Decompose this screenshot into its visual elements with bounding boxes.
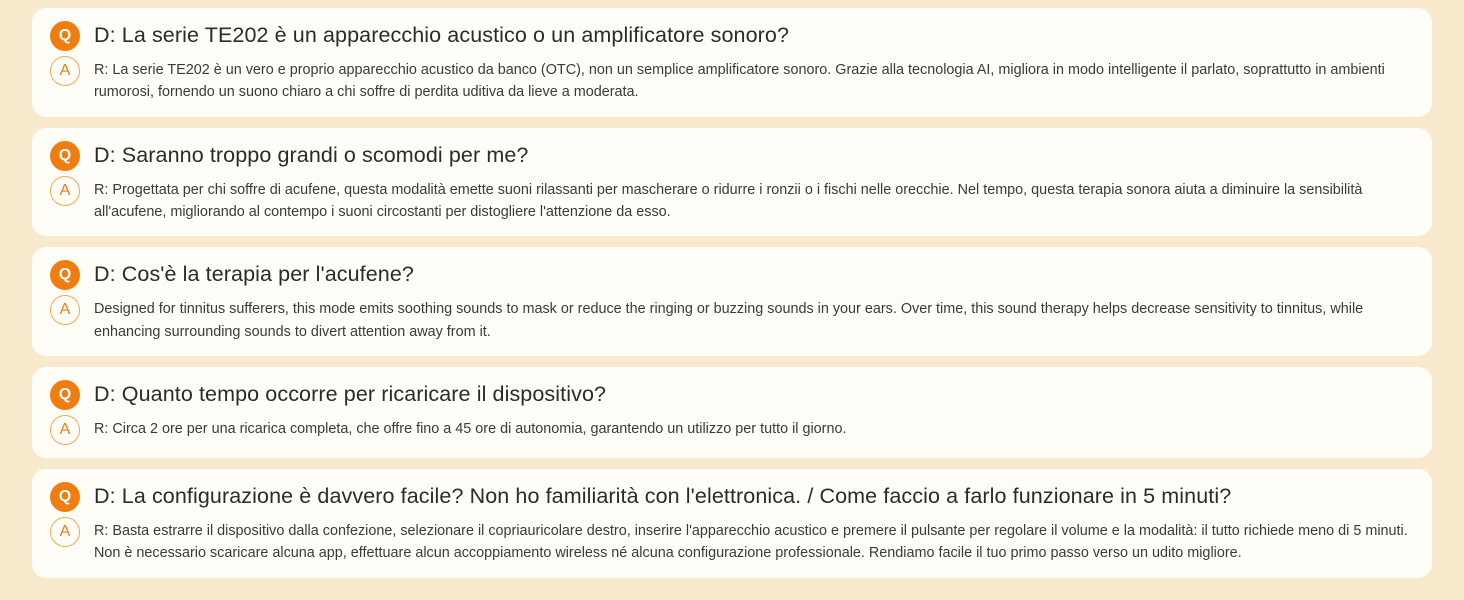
faq-answer-row [50,293,1414,343]
faq-item[interactable] [32,469,1432,578]
faq-question-text: D: La serie TE202 è un apparecchio acustico o un amplificatore sonoro? [94,23,790,47]
answer-badge-icon: A [50,176,80,206]
faq-question-row [50,19,1414,51]
faq-answer-row [50,174,1414,224]
faq-answer-text: Designed for tinnitus sufferers, this mode emits soothing sounds to mask or reduce the ringing or buzzing sounds in your ears. Over time, this sound therapy helps decrease sensitivity to tinnitus, while enhancing surrounding sounds to divert attention away from it. [94,301,1364,340]
faq-question-row [50,258,1414,290]
faq-question-text: D: Cos'è la terapia per l'acufene? [94,262,414,287]
answer-badge-icon: A [50,56,80,86]
faq-item[interactable] [32,8,1432,117]
faq-answer-text: R: Basta estrarre il dispositivo dalla confezione, selezionare il copriauricolare destro, inserire l'apparecchio acustico e premere il pulsante per regolare il volume e la modalità: il tutto richiede meno di 5 minuti. Non è necessario scaricare alcuna app, effettuare alcun accoppiamento wireless né alcuna configurazione professionale. Rendiamo facile il tuo primo passo verso un udito migliore. [94,522,1408,562]
faq-question-text: D: Saranno troppo grandi o scomodi per me? [94,142,529,167]
answer-badge-icon: A [50,415,80,445]
question-badge-icon: Q [50,141,80,171]
faq-item[interactable] [32,128,1432,237]
faq-question-row [50,480,1414,512]
faq-answer-row [50,54,1414,104]
faq-answer-row [50,515,1414,565]
question-badge-icon: Q [50,260,80,290]
faq-question-text: D: La configurazione è davvero facile? Non ho familiarità con l'elettronica. / Come faccio a farlo funzionare in 5 minuti? [94,483,1232,508]
faq-question-row [50,378,1414,410]
faq-item[interactable] [32,367,1432,458]
faq-question-text: D: Quanto tempo occorre per ricaricare il dispositivo? [94,381,607,406]
faq-question-row [50,139,1414,171]
faq-answer-text: R: Progettata per chi soffre di acufene, questa modalità emette suoni rilassanti per mascherare o ridurre i ronzii o i fischi nelle orecchie. Nel tempo, questa terapia sonora aiuta a diminuire la sensibilità all'acufene, migliorando al contempo i suoni circostanti per distogliere l'attenzione da esso. [94,181,1363,220]
faq-answer-text: R: La serie TE202 è un vero e proprio apparecchio acustico da banco (OTC), non un semplice amplificatore sonoro. Grazie alla tecnologia AI, migliora in modo intelligente il parlato, soprattutto in ambienti rumorosi, fornendo un suono chiaro a chi soffre di perdita uditiva da lieve a moderata. [94,62,1385,101]
answer-badge-icon: A [50,295,80,325]
question-badge-icon: Q [50,21,80,51]
question-badge-icon: Q [50,482,80,512]
answer-badge-icon: A [50,517,80,547]
faq-item[interactable] [32,247,1432,356]
faq-answer-text: R: Circa 2 ore per una ricarica completa, che offre fino a 45 ore di autonomia, garantendo un utilizzo per tutto il giorno. [94,420,847,437]
question-badge-icon: Q [50,380,80,410]
faq-answer-row [50,413,1414,445]
